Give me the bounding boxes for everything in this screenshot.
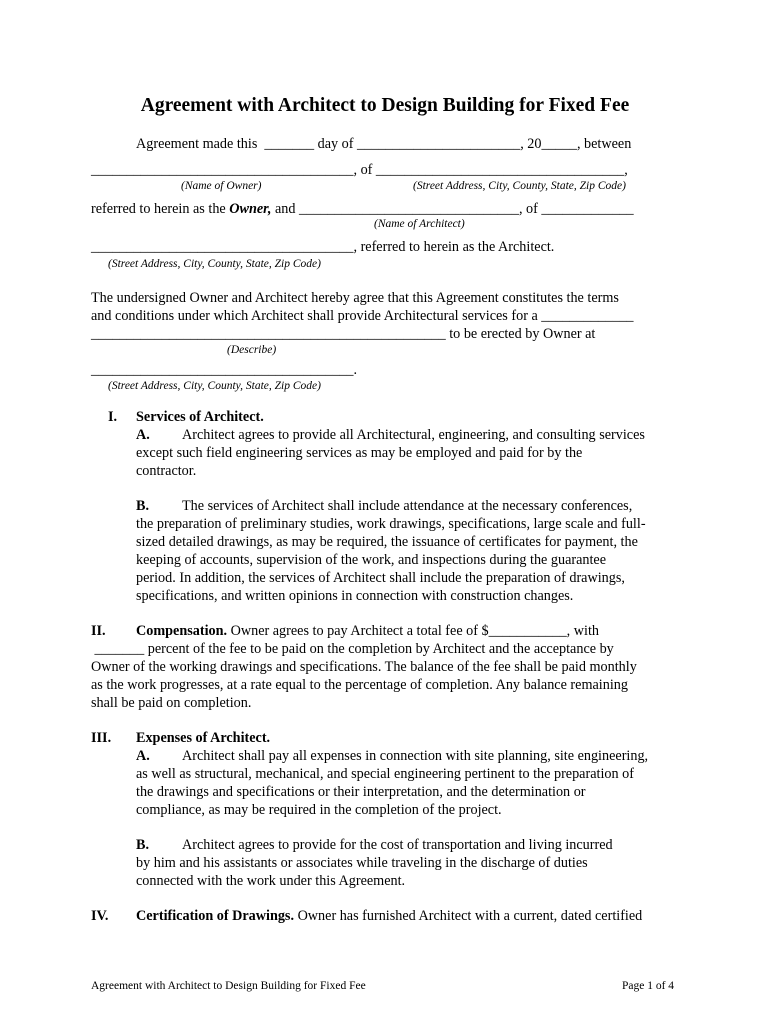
section-1b-line-6: specifications, and written opinions in connection with construction changes.	[136, 588, 574, 604]
section-1b-line-3: sized detailed drawings, as may be required, the issuance of certificates for payment, the	[136, 534, 638, 550]
section-2-line-1	[136, 622, 599, 640]
caption-architect-address: (Street Address, City, County, State, Zip Code)	[108, 258, 321, 270]
caption-owner-name: (Name of Owner)	[181, 180, 262, 192]
section-3a-line-4: compliance, as may be required in the completion of the project.	[136, 802, 502, 818]
section-1a-line-1: Architect agrees to provide all Architectural, engineering, and consulting services	[182, 427, 645, 443]
section-3a-line-1: Architect shall pay all expenses in connection with site planning, site engineering,	[182, 748, 649, 764]
caption-project-address: (Street Address, City, County, State, Zip Code)	[108, 380, 321, 392]
section-1a-label: A.	[136, 427, 150, 443]
intro-line-2: _____________________________________, of ___________________________________,	[91, 162, 628, 178]
preamble-line-4: _____________________________________.	[91, 362, 358, 378]
section-3-number: III.	[91, 730, 112, 746]
footer-title: Agreement with Architect to Design Building for Fixed Fee	[91, 980, 366, 992]
document-title: Agreement with Architect to Design Building for Fixed Fee	[140, 95, 630, 116]
section-4-number: IV.	[91, 908, 109, 924]
section-4-line-1	[136, 907, 642, 925]
section-2-number: II.	[91, 623, 106, 639]
section-3b-line-2: by him and his assistants or associates while traveling in the discharge of duties	[136, 855, 588, 871]
caption-describe: (Describe)	[227, 344, 277, 356]
section-1b-line-2: the preparation of preliminary studies, work drawings, specifications, large scale and full-	[136, 516, 646, 532]
preamble-line-1: The undersigned Owner and Architect hereby agree that this Agreement constitutes the terms	[91, 290, 619, 306]
section-2-line-3: Owner of the working drawings and specifications. The balance of the fee shall be paid monthly	[91, 659, 637, 675]
intro-line-4: _____________________________________, referred to herein as the Architect.	[91, 239, 555, 255]
section-3a-line-3: the drawings and specifications or their interpretation, and the determination or	[136, 784, 586, 800]
preamble-line-2: and conditions under which Architect shall provide Architectural services for a _____________	[91, 308, 634, 324]
section-3a-line-2: as well as structural, mechanical, and special engineering pertinent to the preparation of	[136, 766, 634, 782]
section-2-line-1-text: Owner agrees to pay Architect a total fee of $___________, with	[227, 623, 599, 639]
section-1b-label: B.	[136, 498, 150, 514]
section-3b-line-1: Architect agrees to provide for the cost of transportation and living incurred	[182, 837, 613, 853]
section-1-number: I.	[108, 409, 118, 425]
preamble-line-3: __________________________________________________ to be erected by Owner at	[91, 326, 596, 342]
section-1a-line-3: contractor.	[136, 463, 197, 479]
section-3-heading: Expenses of Architect.	[136, 730, 271, 746]
section-3b-label: B.	[136, 837, 150, 853]
caption-architect-name: (Name of Architect)	[374, 218, 465, 230]
section-1a-line-2: except such field engineering services as may be employed and paid for by the	[136, 445, 583, 461]
section-4-line-1-text: Owner has furnished Architect with a current, dated certified	[294, 908, 643, 924]
section-1b-line-5: period. In addition, the services of Architect shall include the preparation of drawings,	[136, 570, 625, 586]
intro-line-3-c: and _______________________________, of _____________	[271, 201, 634, 217]
footer-page-number: Page 1 of 4	[622, 980, 675, 992]
section-1b-line-4: keeping of accounts, supervision of the work, and inspections during the guarantee	[136, 552, 607, 568]
intro-line-1: Agreement made this _______ day of _______________________, 20_____, between	[136, 136, 632, 152]
section-3a-label: A.	[136, 748, 150, 764]
section-2-line-4: as the work progresses, at a rate equal to the percentage of completion. Any balance remaining	[91, 677, 628, 693]
owner-term: Owner,	[229, 201, 272, 217]
section-2-line-5: shall be paid on completion.	[91, 695, 252, 711]
section-1-heading: Services of Architect.	[136, 409, 264, 425]
section-4-heading: Certification of Drawings.	[136, 908, 295, 924]
intro-line-3	[91, 200, 634, 218]
section-3b-line-3: connected with the work under this Agreement.	[136, 873, 406, 889]
section-2-line-2: _______ percent of the fee to be paid on the completion by Architect and the acceptance by	[91, 641, 614, 657]
section-2-heading: Compensation.	[136, 623, 228, 639]
section-1b-line-1: The services of Architect shall include attendance at the necessary conferences,	[182, 498, 633, 514]
intro-line-3-a: referred to herein as the	[91, 201, 230, 217]
caption-owner-address: (Street Address, City, County, State, Zip Code)	[413, 180, 626, 192]
